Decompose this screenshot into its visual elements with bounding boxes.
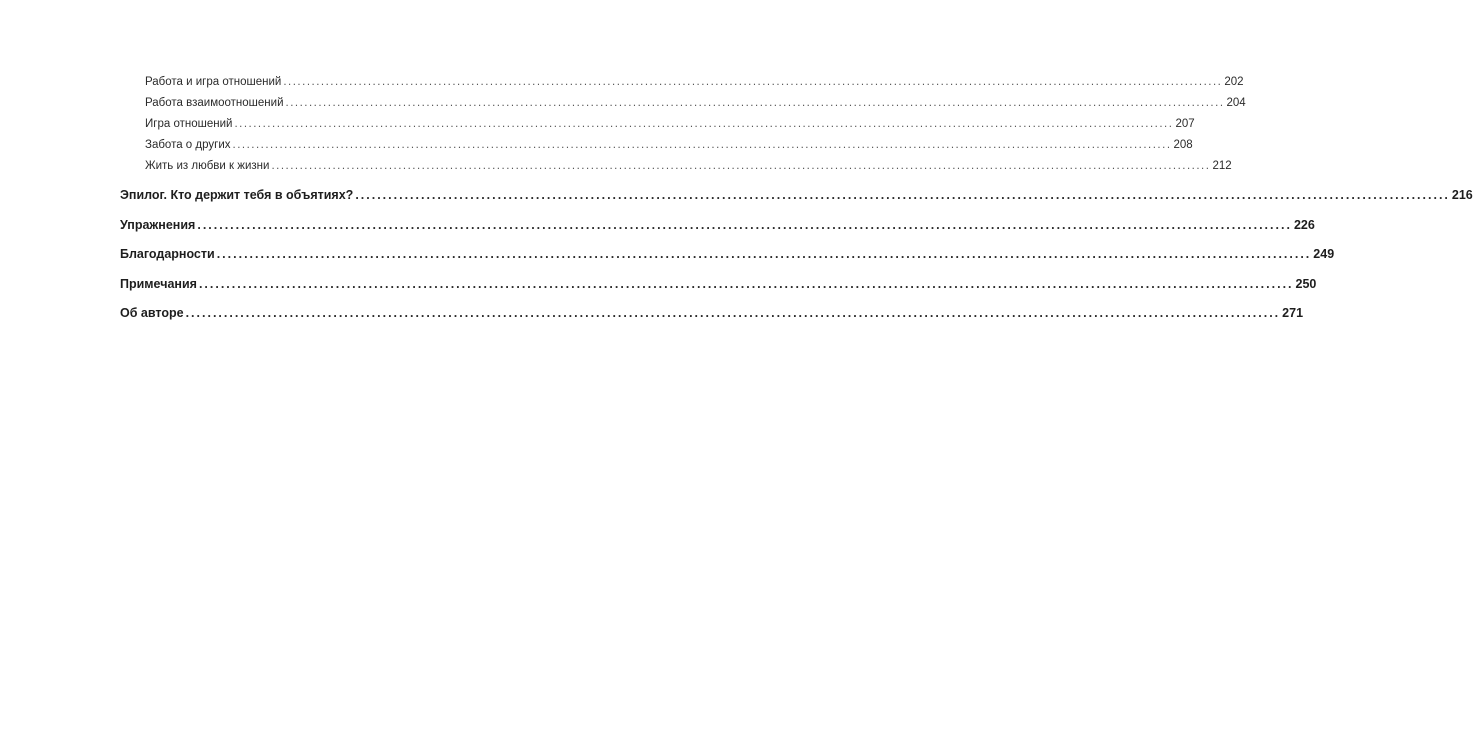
dot-leader: ........................................................................................................................................................................................................ — [197, 217, 1292, 232]
dot-leader: ........................................................................................................................................................................................................ — [216, 247, 1312, 261]
dot-leader: ........................................................................................................................................................................................................ — [283, 76, 1223, 88]
toc-entry[interactable] — [120, 181, 1473, 211]
toc-entry[interactable] — [120, 299, 1304, 329]
toc-entry-title: Упражнения — [120, 217, 196, 232]
toc-entry[interactable] — [120, 211, 1315, 241]
toc-entry-title: Игра отношений — [145, 118, 233, 130]
toc-entry[interactable] — [120, 156, 1232, 177]
toc-entry[interactable] — [120, 93, 1246, 114]
table-of-contents — [120, 72, 1473, 329]
dot-leader: ........................................................................................................................................................................................................ — [355, 188, 1450, 202]
dot-leader: ........................................................................................................................................................................................................ — [232, 139, 1172, 151]
dot-leader: ........................................................................................................................................................................................................ — [185, 306, 1281, 320]
toc-entry-page: 212 — [1212, 160, 1232, 172]
toc-entry-page: 249 — [1313, 247, 1335, 261]
toc-entry-title: Жить из любви к жизни — [145, 160, 270, 172]
toc-entry-title: Забота о других — [145, 139, 231, 151]
toc-entry[interactable] — [120, 240, 1335, 270]
dot-leader: ........................................................................................................................................................................................................ — [198, 276, 1294, 291]
toc-entry-title: Эпилог. Кто держит тебя в объятиях? — [120, 188, 354, 202]
toc-entry-title: Работа взаимоотношений — [145, 97, 284, 109]
toc-entry[interactable] — [120, 135, 1193, 156]
toc-entry-page: 226 — [1293, 217, 1315, 232]
dot-leader: ........................................................................................................................................................................................................ — [234, 118, 1174, 130]
toc-entry-page: 202 — [1224, 76, 1244, 88]
toc-entry[interactable] — [120, 114, 1195, 135]
toc-entry-title: Работа и игра отношений — [145, 76, 282, 88]
toc-entry[interactable] — [120, 72, 1244, 93]
toc-entry[interactable] — [120, 270, 1317, 300]
toc-entry-page: 204 — [1226, 97, 1246, 109]
dot-leader: ........................................................................................................................................................................................................ — [271, 160, 1211, 172]
toc-entry-page: 216 — [1451, 188, 1473, 202]
toc-entry-title: Об авторе — [120, 306, 184, 320]
toc-entry-page: 271 — [1282, 306, 1304, 320]
toc-entry-page: 208 — [1173, 139, 1193, 151]
toc-entry-page: 250 — [1295, 276, 1317, 291]
toc-entry-title: Примечания — [120, 276, 197, 291]
toc-entry-title: Благодарности — [120, 247, 215, 261]
dot-leader: ........................................................................................................................................................................................................ — [285, 97, 1225, 109]
toc-entry-page: 207 — [1175, 118, 1195, 130]
